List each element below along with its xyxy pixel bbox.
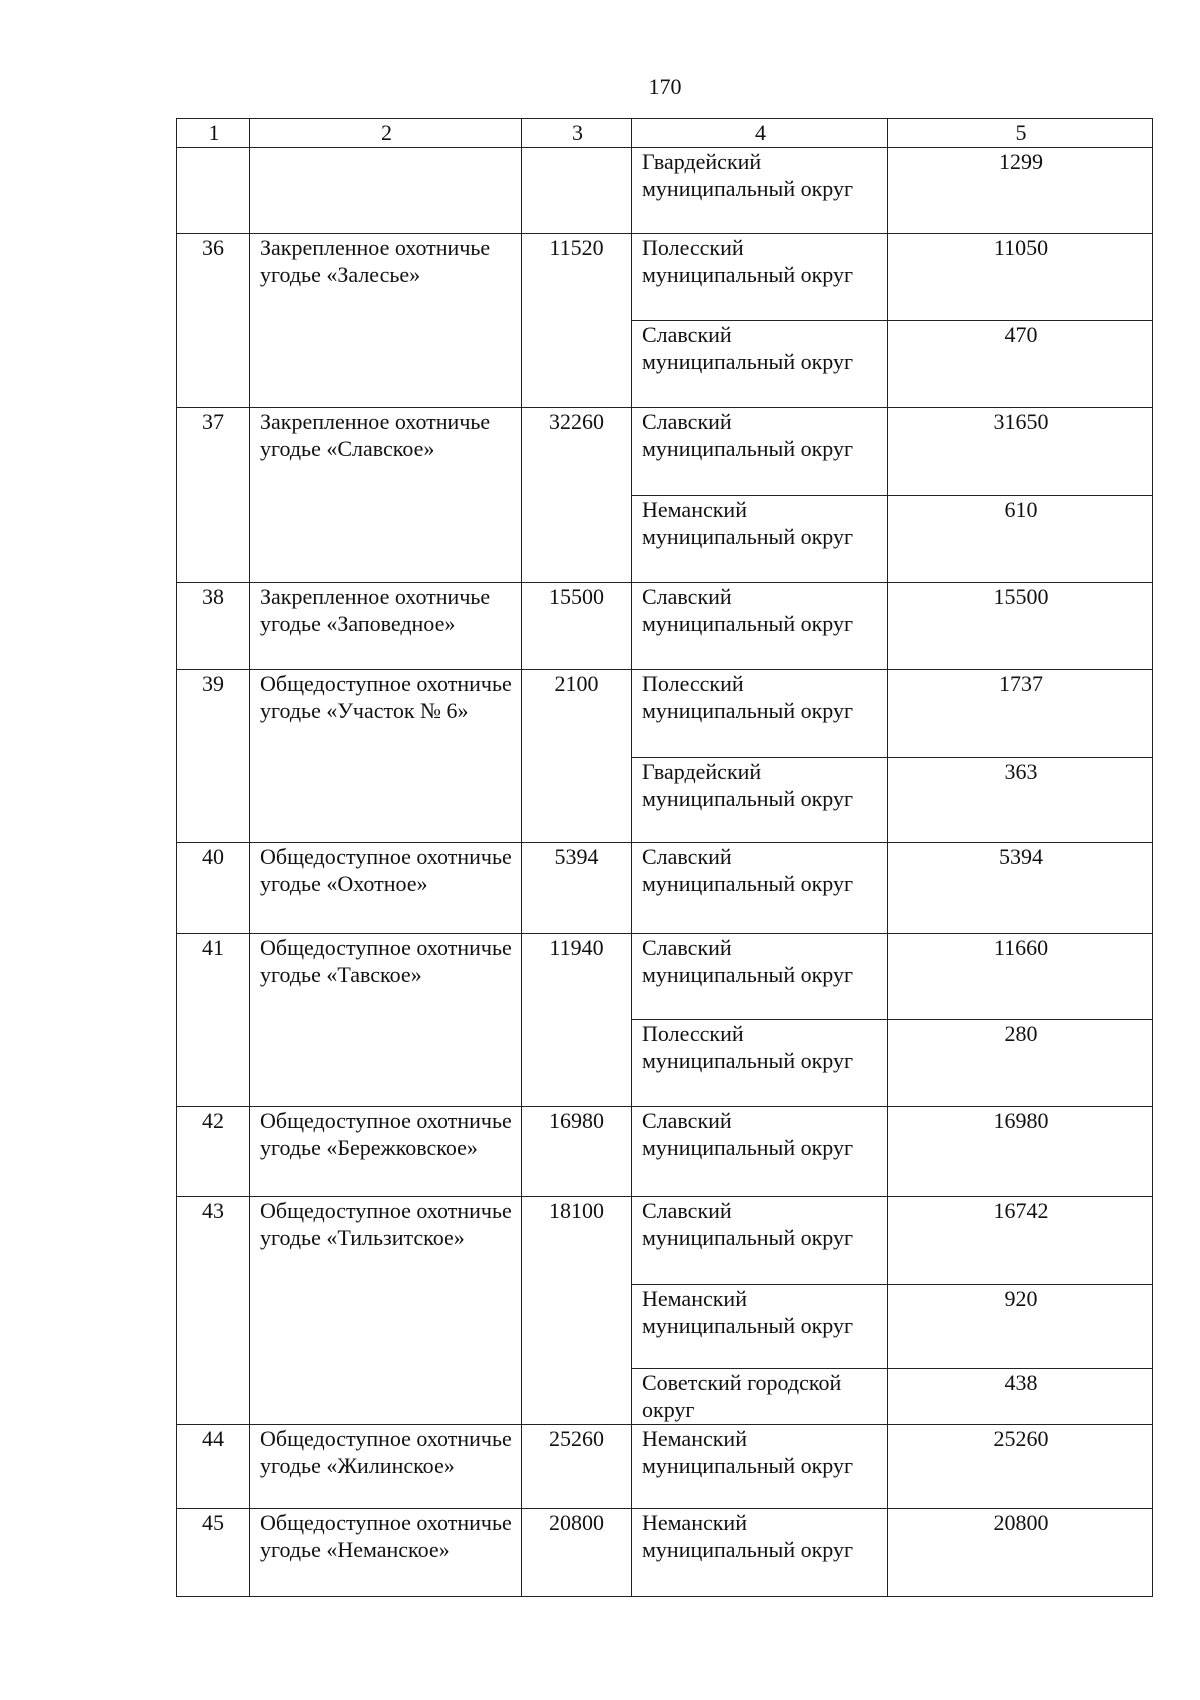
ground-name-cell: Закрепленное охотничье угодье «Залесье» [250, 234, 522, 408]
district-cell: Славский муниципальный округ [632, 583, 888, 670]
table-row [177, 234, 1153, 321]
table-row [177, 583, 1153, 670]
ground-name-cell: Общедоступное охотничье угодье «Бережковское» [250, 1107, 522, 1197]
row-number-cell: 41 [177, 934, 250, 1107]
district-cell: Славский муниципальный округ [632, 408, 888, 496]
table-header-row [177, 119, 1153, 148]
district-area-cell: 31650 [888, 408, 1153, 496]
row-number-cell: 37 [177, 408, 250, 583]
total-area-cell: 16980 [522, 1107, 632, 1197]
ground-name-cell: Закрепленное охотничье угодье «Заповедное» [250, 583, 522, 670]
row-number-cell: 45 [177, 1509, 250, 1597]
ground-name-cell: Закрепленное охотничье угодье «Славское» [250, 408, 522, 583]
total-area-cell: 25260 [522, 1425, 632, 1509]
total-area-cell: 15500 [522, 583, 632, 670]
district-area-cell: 11050 [888, 234, 1153, 321]
hunting-grounds-table [176, 118, 1153, 1597]
row-number-cell: 43 [177, 1197, 250, 1425]
district-area-cell: 11660 [888, 934, 1153, 1020]
ground-name-cell: Общедоступное охотничье угодье «Неманское» [250, 1509, 522, 1597]
table-row [177, 1107, 1153, 1197]
header-cell: 4 [632, 119, 888, 148]
district-area-cell: 470 [888, 321, 1153, 408]
table-row [177, 408, 1153, 496]
table-row [177, 670, 1153, 758]
row-number-cell [177, 148, 250, 234]
district-cell: Неманский муниципальный округ [632, 496, 888, 583]
district-area-cell: 363 [888, 758, 1153, 843]
total-area-cell: 18100 [522, 1197, 632, 1425]
district-area-cell: 280 [888, 1020, 1153, 1107]
row-number-cell: 38 [177, 583, 250, 670]
district-area-cell: 920 [888, 1285, 1153, 1369]
district-cell: Полесский муниципальный округ [632, 234, 888, 321]
total-area-cell [522, 148, 632, 234]
district-cell: Неманский муниципальный округ [632, 1425, 888, 1509]
district-area-cell: 1737 [888, 670, 1153, 758]
district-cell: Гвардейский муниципальный округ [632, 758, 888, 843]
district-cell: Неманский муниципальный округ [632, 1285, 888, 1369]
total-area-cell: 32260 [522, 408, 632, 583]
header-cell: 1 [177, 119, 250, 148]
page-number: 170 [648, 74, 682, 99]
district-area-cell: 16980 [888, 1107, 1153, 1197]
total-area-cell: 11520 [522, 234, 632, 408]
ground-name-cell: Общедоступное охотничье угодье «Жилинское» [250, 1425, 522, 1509]
header-cell: 5 [888, 119, 1153, 148]
district-cell: Славский муниципальный округ [632, 1197, 888, 1285]
district-cell: Неманский муниципальный округ [632, 1509, 888, 1597]
ground-name-cell: Общедоступное охотничье угодье «Тавское» [250, 934, 522, 1107]
row-number-cell: 42 [177, 1107, 250, 1197]
district-area-cell: 610 [888, 496, 1153, 583]
district-area-cell: 25260 [888, 1425, 1153, 1509]
table-row [177, 1425, 1153, 1509]
district-area-cell: 15500 [888, 583, 1153, 670]
district-cell: Полесский муниципальный округ [632, 670, 888, 758]
district-cell: Славский муниципальный округ [632, 321, 888, 408]
district-cell: Полесский муниципальный округ [632, 1020, 888, 1107]
total-area-cell: 20800 [522, 1509, 632, 1597]
district-cell: Советский городской округ [632, 1369, 888, 1425]
row-number-cell: 40 [177, 843, 250, 934]
district-area-cell: 438 [888, 1369, 1153, 1425]
district-area-cell: 16742 [888, 1197, 1153, 1285]
ground-name-cell: Общедоступное охотничье угодье «Тильзитское» [250, 1197, 522, 1425]
ground-name-cell: Общедоступное охотничье угодье «Охотное» [250, 843, 522, 934]
district-cell: Славский муниципальный округ [632, 934, 888, 1020]
district-area-cell: 20800 [888, 1509, 1153, 1597]
total-area-cell: 2100 [522, 670, 632, 843]
table-row [177, 934, 1153, 1020]
row-number-cell: 44 [177, 1425, 250, 1509]
district-area-cell: 5394 [888, 843, 1153, 934]
ground-name-cell: Общедоступное охотничье угодье «Участок № 6» [250, 670, 522, 843]
district-area-cell: 1299 [888, 148, 1153, 234]
total-area-cell: 5394 [522, 843, 632, 934]
table-row [177, 843, 1153, 934]
district-cell: Славский муниципальный округ [632, 1107, 888, 1197]
table-row [177, 148, 1153, 234]
ground-name-cell [250, 148, 522, 234]
row-number-cell: 39 [177, 670, 250, 843]
table-row [177, 1509, 1153, 1597]
district-cell: Гвардейский муниципальный округ [632, 148, 888, 234]
header-cell: 2 [250, 119, 522, 148]
district-cell: Славский муниципальный округ [632, 843, 888, 934]
table-row [177, 1197, 1153, 1285]
row-number-cell: 36 [177, 234, 250, 408]
header-cell: 3 [522, 119, 632, 148]
total-area-cell: 11940 [522, 934, 632, 1107]
